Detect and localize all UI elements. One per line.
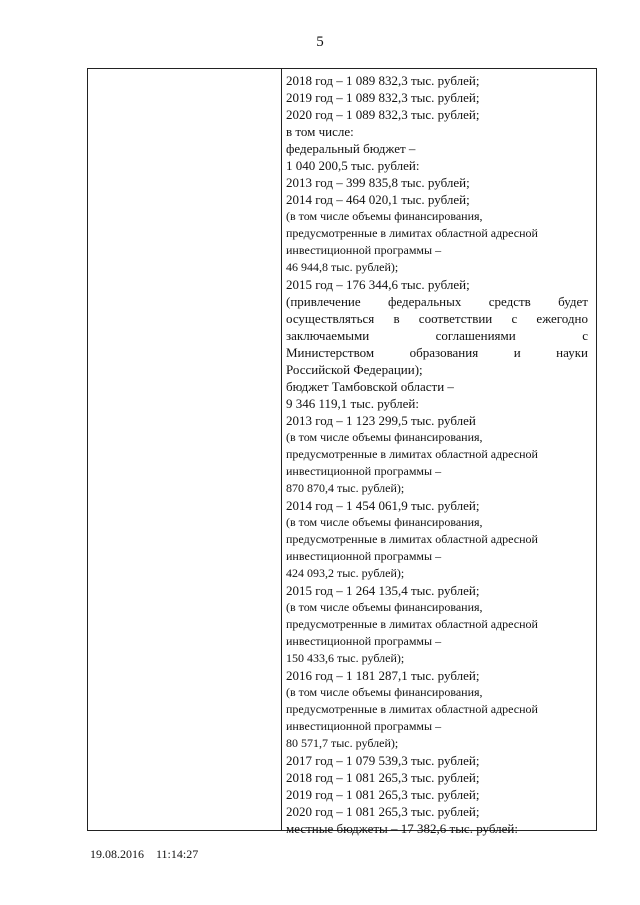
page-number: 5 xyxy=(316,34,324,50)
text-line: Российской Федерации); xyxy=(286,362,423,377)
text-line: 2016 год – 1 181 287,1 тыс. рублей; xyxy=(286,668,480,683)
text-line: местные бюджеты – 17 382,6 тыс. рублей: xyxy=(286,821,518,836)
text-line: 2015 год – 1 264 135,4 тыс. рублей; xyxy=(286,583,480,598)
text-line: заключаемыми соглашениями с xyxy=(286,328,588,343)
footer-date: 19.08.2016 xyxy=(90,847,144,861)
text-line: (в том числе объемы финансирования, xyxy=(286,685,483,699)
text-line: в том числе: xyxy=(286,124,354,139)
text-line: предусмотренные в лимитах областной адресной xyxy=(286,226,538,240)
text-line: 2013 год – 399 835,8 тыс. рублей; xyxy=(286,175,470,190)
text-line: 2018 год – 1 089 832,3 тыс. рублей; xyxy=(286,73,480,88)
footer-timestamp xyxy=(90,847,198,862)
text-line: 2020 год – 1 089 832,3 тыс. рублей; xyxy=(286,107,480,122)
text-line: инвестиционной программы – xyxy=(286,719,442,733)
text-line: (в том числе объемы финансирования, xyxy=(286,430,483,444)
text-line: инвестиционной программы – xyxy=(286,464,442,478)
text-line: 2015 год – 176 344,6 тыс. рублей; xyxy=(286,277,470,292)
text-line: (привлечение федеральных средств будет xyxy=(286,294,588,309)
text-line: предусмотренные в лимитах областной адресной xyxy=(286,702,538,716)
footer-time: 11:14:27 xyxy=(156,847,199,861)
text-line: 80 571,7 тыс. рублей); xyxy=(286,736,399,750)
text-line: (в том числе объемы финансирования, xyxy=(286,209,483,223)
text-line: предусмотренные в лимитах областной адресной xyxy=(286,532,538,546)
text-line: инвестиционной программы – xyxy=(286,549,442,563)
text-line: 2014 год – 1 454 061,9 тыс. рублей; xyxy=(286,498,480,513)
table-right-column xyxy=(286,72,588,837)
text-line: (в том числе объемы финансирования, xyxy=(286,515,483,529)
content-table xyxy=(87,68,597,836)
text-line: Министерством образования и науки xyxy=(286,345,588,360)
text-line: 2017 год – 1 079 539,3 тыс. рублей; xyxy=(286,753,480,768)
table-left-column xyxy=(88,69,282,830)
text-line: 2019 год – 1 089 832,3 тыс. рублей; xyxy=(286,90,480,105)
text-line: инвестиционной программы – xyxy=(286,634,442,648)
text-line: 150 433,6 тыс. рублей); xyxy=(286,651,405,665)
text-line: 2018 год – 1 081 265,3 тыс. рублей; xyxy=(286,770,480,785)
text-line: 2014 год – 464 020,1 тыс. рублей; xyxy=(286,192,470,207)
text-line: 2019 год – 1 081 265,3 тыс. рублей; xyxy=(286,787,480,802)
text-line: 870 870,4 тыс. рублей); xyxy=(286,481,405,495)
text-line: 46 944,8 тыс. рублей); xyxy=(286,260,399,274)
text-line: предусмотренные в лимитах областной адресной xyxy=(286,617,538,631)
text-line: 1 040 200,5 тыс. рублей: xyxy=(286,158,420,173)
text-line: 2013 год – 1 123 299,5 тыс. рублей xyxy=(286,413,476,428)
text-line: федеральный бюджет – xyxy=(286,141,416,156)
text-line: 424 093,2 тыс. рублей); xyxy=(286,566,405,580)
text-line: 2020 год – 1 081 265,3 тыс. рублей; xyxy=(286,804,480,819)
text-line: 9 346 119,1 тыс. рублей: xyxy=(286,396,419,411)
text-line: предусмотренные в лимитах областной адресной xyxy=(286,447,538,461)
text-line: (в том числе объемы финансирования, xyxy=(286,600,483,614)
text-line: бюджет Тамбовской области – xyxy=(286,379,454,394)
text-line: инвестиционной программы – xyxy=(286,243,442,257)
text-line: осуществляться в соответствии с ежегодно xyxy=(286,311,588,326)
